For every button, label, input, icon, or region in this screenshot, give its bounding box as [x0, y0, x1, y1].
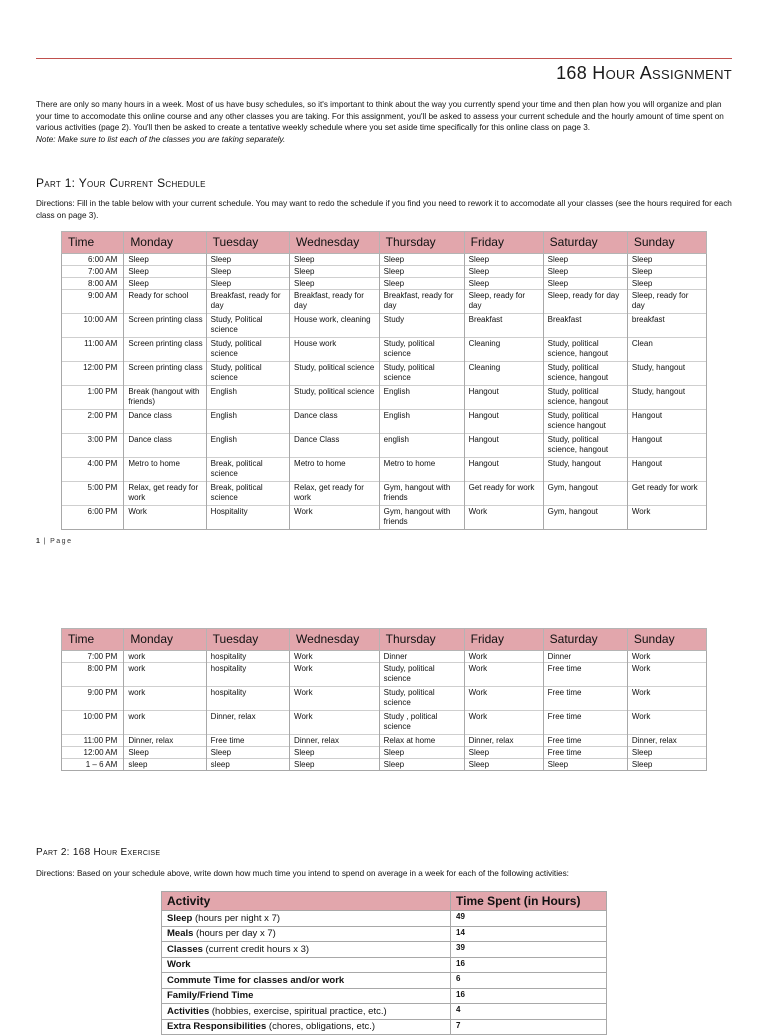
- schedule-cell: Get ready for work: [464, 482, 543, 506]
- schedule-cell: Work: [627, 651, 706, 663]
- schedule-cell: Hangout: [627, 434, 706, 458]
- schedule-cell: Sleep: [290, 759, 380, 771]
- part1-heading: Part 1: Your Current Schedule: [36, 176, 206, 190]
- activity-name-cell: [162, 911, 451, 927]
- schedule-cell: Dinner: [543, 651, 627, 663]
- schedule-cell: Sleep: [290, 747, 380, 759]
- schedule-cell: Dinner, relax: [627, 735, 706, 747]
- schedule-cell: Free time: [543, 663, 627, 687]
- schedule-cell: Sleep: [206, 254, 289, 266]
- time-cell: 4:00 PM: [62, 458, 124, 482]
- table-row: [62, 735, 707, 747]
- schedule-cell: Gym, hangout: [543, 482, 627, 506]
- time-cell: 1:00 PM: [62, 386, 124, 410]
- schedule-table-1: [61, 231, 707, 530]
- schedule-cell: sleep: [124, 759, 206, 771]
- activity-row: [162, 1004, 607, 1020]
- schedule-cell: Study, Political science: [206, 314, 289, 338]
- schedule-cell: Hangout: [464, 386, 543, 410]
- schedule-cell: Dinner, relax: [124, 735, 206, 747]
- header-rule: [36, 58, 732, 59]
- schedule-cell: Sleep: [543, 266, 627, 278]
- activity-name-cell: [162, 973, 451, 989]
- table-row: [62, 362, 707, 386]
- page-label: Page: [50, 538, 73, 545]
- time-cell: 8:00 PM: [62, 663, 124, 687]
- time-cell: 6:00 AM: [62, 254, 124, 266]
- schedule-cell: Sleep: [627, 759, 706, 771]
- activity-name: Activities: [167, 1005, 210, 1017]
- schedule-cell: Clean: [627, 338, 706, 362]
- document-title: 168 Hour Assignment: [556, 63, 732, 83]
- schedule-cell: Sleep: [464, 747, 543, 759]
- column-header: Friday: [464, 232, 543, 254]
- schedule-cell: Sleep: [206, 747, 289, 759]
- column-header: Thursday: [379, 629, 464, 651]
- table-row: [62, 254, 707, 266]
- activity-detail: (current credit hours x 3): [202, 943, 310, 955]
- table-row: [62, 711, 707, 735]
- schedule-cell: Free time: [543, 735, 627, 747]
- activity-row: [162, 1019, 607, 1035]
- schedule-cell: Study, political science, hangout: [543, 362, 627, 386]
- schedule-cell: Work: [627, 711, 706, 735]
- page-number: 1: [36, 538, 40, 545]
- schedule-cell: Sleep: [379, 266, 464, 278]
- schedule-cell: hospitality: [206, 687, 289, 711]
- schedule-cell: Study, political science, hangout: [543, 386, 627, 410]
- schedule-table-2: [61, 628, 707, 771]
- schedule-cell: Hangout: [627, 410, 706, 434]
- activity-row: [162, 942, 607, 958]
- schedule-cell: Study, political science: [290, 362, 380, 386]
- part1-directions: Directions: Fill in the table below with your current schedule. You may want to redo the schedule if you find you need to rework it to accomodate all your classes (see the hours required for each class on page 3).: [36, 199, 732, 220]
- table-row: [62, 290, 707, 314]
- table-row: [62, 386, 707, 410]
- schedule-cell: Sleep: [124, 747, 206, 759]
- intro-paragraph: There are only so many hours in a week. Most of us have busy schedules, so it's important to think about the way you currently spend your time and then plan how you will organize and plan your time to accomodate this online course and any other classes you are taking. For this assignment, you'll be asked to assess your current schedule and the hourly amount of time spent on various activities (page 2). You'll then be asked to create a tentative weekly schedule where you set aside time specifically for this online class on page 3.: [36, 100, 724, 133]
- column-header: Monday: [124, 629, 206, 651]
- activity-name-cell: [162, 942, 451, 958]
- hours-cell: 6: [451, 973, 607, 989]
- schedule-cell: Dinner, relax: [464, 735, 543, 747]
- schedule-cell: Cleaning: [464, 338, 543, 362]
- schedule-cell: breakfast: [627, 314, 706, 338]
- time-cell: 6:00 PM: [62, 506, 124, 530]
- column-header: Saturday: [543, 629, 627, 651]
- schedule-cell: Metro to home: [124, 458, 206, 482]
- schedule-cell: Hangout: [464, 410, 543, 434]
- schedule-cell: Dinner, relax: [206, 711, 289, 735]
- schedule-cell: Sleep, ready for day: [464, 290, 543, 314]
- time-cell: 10:00 PM: [62, 711, 124, 735]
- schedule-cell: Study, political science: [379, 362, 464, 386]
- schedule-cell: Sleep: [627, 747, 706, 759]
- schedule-cell: Hospitality: [206, 506, 289, 530]
- table-row: [62, 482, 707, 506]
- schedule-cell: English: [206, 386, 289, 410]
- hours-cell: 4: [451, 1004, 607, 1020]
- column-header: Sunday: [627, 232, 706, 254]
- table-row: [62, 338, 707, 362]
- schedule-cell: House work, cleaning: [290, 314, 380, 338]
- schedule-cell: Study, political science, hangout: [543, 338, 627, 362]
- schedule-cell: Dance class: [124, 434, 206, 458]
- schedule-cell: Sleep: [627, 254, 706, 266]
- column-header: Friday: [464, 629, 543, 651]
- table-row: [62, 434, 707, 458]
- schedule-cell: Sleep: [290, 266, 380, 278]
- schedule-cell: Sleep: [543, 254, 627, 266]
- table-row: [62, 278, 707, 290]
- column-header: Wednesday: [290, 232, 380, 254]
- schedule-cell: English: [206, 410, 289, 434]
- activity-column-header: Time Spent (in Hours): [451, 892, 607, 911]
- table-row: [62, 458, 707, 482]
- schedule-cell: Hangout: [627, 458, 706, 482]
- schedule-cell: English: [379, 386, 464, 410]
- column-header: Saturday: [543, 232, 627, 254]
- time-cell: 10:00 AM: [62, 314, 124, 338]
- schedule-cell: Work: [627, 663, 706, 687]
- schedule-cell: Relax at home: [379, 735, 464, 747]
- schedule-cell: Relax, get ready for work: [290, 482, 380, 506]
- activity-name: Classes: [167, 943, 203, 955]
- schedule-cell: Work: [290, 687, 380, 711]
- schedule-cell: Work: [627, 687, 706, 711]
- activity-row: [162, 988, 607, 1004]
- activity-name: Sleep: [167, 912, 193, 924]
- table-row: [62, 747, 707, 759]
- schedule-cell: Hangout: [464, 458, 543, 482]
- schedule-cell: Breakfast, ready for day: [206, 290, 289, 314]
- schedule-cell: Work: [464, 506, 543, 530]
- schedule-cell: Work: [124, 506, 206, 530]
- schedule-cell: Get ready for work: [627, 482, 706, 506]
- schedule-cell: Sleep: [627, 266, 706, 278]
- schedule-cell: Study, political science: [379, 338, 464, 362]
- schedule-cell: Work: [290, 711, 380, 735]
- time-cell: 3:00 PM: [62, 434, 124, 458]
- schedule-cell: Sleep: [290, 254, 380, 266]
- schedule-cell: Study, political science: [290, 386, 380, 410]
- table-row: [62, 506, 707, 530]
- activity-detail: (hours per night x 7): [192, 912, 281, 924]
- schedule-cell: Study, hangout: [627, 386, 706, 410]
- schedule-cell: Breakfast, ready for day: [290, 290, 380, 314]
- schedule-cell: Study, hangout: [627, 362, 706, 386]
- schedule-cell: Work: [290, 663, 380, 687]
- time-cell: 11:00 AM: [62, 338, 124, 362]
- hours-cell: 16: [451, 988, 607, 1004]
- activity-name-cell: [162, 957, 451, 973]
- schedule-cell: Dinner: [379, 651, 464, 663]
- activity-name: Family/Friend Time: [167, 990, 254, 1002]
- schedule-cell: Relax, get ready for work: [124, 482, 206, 506]
- schedule-cell: Study, political science, hangout: [543, 434, 627, 458]
- schedule-cell: sleep: [206, 759, 289, 771]
- part2-heading: Part 2: 168 Hour Exercise: [36, 847, 161, 858]
- time-cell: 5:00 PM: [62, 482, 124, 506]
- schedule-cell: Screen printing class: [124, 362, 206, 386]
- schedule-cell: Study, political science: [379, 687, 464, 711]
- schedule-cell: hospitality: [206, 651, 289, 663]
- hours-cell: 16: [451, 957, 607, 973]
- hours-cell: 7: [451, 1019, 607, 1035]
- schedule-cell: Gym, hangout: [543, 506, 627, 530]
- schedule-cell: Free time: [543, 747, 627, 759]
- time-cell: 2:00 PM: [62, 410, 124, 434]
- schedule-cell: Work: [464, 711, 543, 735]
- schedule-cell: Dance class: [124, 410, 206, 434]
- schedule-cell: Screen printing class: [124, 338, 206, 362]
- activity-name-cell: [162, 1004, 451, 1020]
- intro-text: [36, 99, 736, 145]
- schedule-cell: Break, political science: [206, 482, 289, 506]
- column-header: Wednesday: [290, 629, 380, 651]
- schedule-cell: Study: [379, 314, 464, 338]
- schedule-cell: Sleep: [379, 759, 464, 771]
- time-cell: 11:00 PM: [62, 735, 124, 747]
- time-cell: 12:00 AM: [62, 747, 124, 759]
- activity-name-cell: [162, 926, 451, 942]
- time-cell: 1 – 6 AM: [62, 759, 124, 771]
- schedule-cell: Free time: [206, 735, 289, 747]
- time-cell: 9:00 AM: [62, 290, 124, 314]
- activity-row: [162, 926, 607, 942]
- schedule-cell: Sleep: [464, 266, 543, 278]
- table-row: [62, 410, 707, 434]
- activity-table: [161, 891, 607, 1035]
- column-header: Monday: [124, 232, 206, 254]
- schedule-cell: Sleep: [124, 266, 206, 278]
- schedule-cell: Breakfast, ready for day: [379, 290, 464, 314]
- schedule-cell: Hangout: [464, 434, 543, 458]
- schedule-cell: Study, political science: [206, 362, 289, 386]
- schedule-cell: Sleep: [543, 759, 627, 771]
- schedule-cell: Dance class: [290, 410, 380, 434]
- time-cell: 7:00 AM: [62, 266, 124, 278]
- schedule-cell: Sleep: [379, 254, 464, 266]
- schedule-cell: Sleep: [124, 278, 206, 290]
- schedule-cell: Work: [627, 506, 706, 530]
- activity-name: Meals: [167, 928, 194, 940]
- schedule-cell: Sleep: [627, 278, 706, 290]
- schedule-cell: hospitality: [206, 663, 289, 687]
- table-row: [62, 687, 707, 711]
- activity-column-header: Activity: [162, 892, 451, 911]
- schedule-cell: Study, political science: [379, 663, 464, 687]
- column-header: Thursday: [379, 232, 464, 254]
- schedule-cell: Metro to home: [290, 458, 380, 482]
- time-cell: 9:00 PM: [62, 687, 124, 711]
- schedule-cell: Sleep, ready for day: [543, 290, 627, 314]
- schedule-cell: Sleep: [464, 278, 543, 290]
- activity-detail: (hobbies, exercise, spiritual practice, etc.): [209, 1005, 387, 1017]
- hours-cell: 39: [451, 942, 607, 958]
- schedule-cell: Sleep: [379, 747, 464, 759]
- activity-name: Commute Time for classes and/or work: [167, 974, 345, 986]
- schedule-cell: Ready for school: [124, 290, 206, 314]
- schedule-cell: Study , political science: [379, 711, 464, 735]
- schedule-cell: Sleep: [206, 278, 289, 290]
- schedule-cell: Study, hangout: [543, 458, 627, 482]
- time-cell: 8:00 AM: [62, 278, 124, 290]
- schedule-cell: English: [206, 434, 289, 458]
- column-header: Time: [62, 232, 124, 254]
- schedule-cell: Breakfast: [543, 314, 627, 338]
- schedule-cell: work: [124, 663, 206, 687]
- schedule-cell: english: [379, 434, 464, 458]
- activity-row: [162, 911, 607, 927]
- schedule-cell: Sleep: [124, 254, 206, 266]
- schedule-cell: Screen printing class: [124, 314, 206, 338]
- schedule-cell: Sleep, ready for day: [627, 290, 706, 314]
- schedule-cell: work: [124, 687, 206, 711]
- time-cell: 7:00 PM: [62, 651, 124, 663]
- activity-name-cell: [162, 988, 451, 1004]
- table-row: [62, 314, 707, 338]
- schedule-cell: Free time: [543, 711, 627, 735]
- schedule-cell: Sleep: [543, 278, 627, 290]
- schedule-cell: Cleaning: [464, 362, 543, 386]
- intro-note: Note: Make sure to list each of the classes you are taking separately.: [36, 134, 286, 144]
- activity-detail: (chores, obligations, etc.): [266, 1021, 376, 1033]
- schedule-cell: work: [124, 711, 206, 735]
- schedule-cell: House work: [290, 338, 380, 362]
- schedule-cell: Sleep: [379, 278, 464, 290]
- schedule-cell: Sleep: [464, 254, 543, 266]
- schedule-cell: Study, political science hangout: [543, 410, 627, 434]
- schedule-cell: Sleep: [290, 278, 380, 290]
- activity-row: [162, 957, 607, 973]
- schedule-cell: Dance Class: [290, 434, 380, 458]
- activity-name: Extra Responsibilities: [167, 1021, 267, 1033]
- column-header: Time: [62, 629, 124, 651]
- activity-name-cell: [162, 1019, 451, 1035]
- hours-cell: 49: [451, 911, 607, 927]
- activity-row: [162, 973, 607, 989]
- page-separator: |: [39, 538, 51, 545]
- schedule-cell: Break, political science: [206, 458, 289, 482]
- schedule-cell: Dinner, relax: [290, 735, 380, 747]
- table-row: [62, 651, 707, 663]
- schedule-cell: Sleep: [464, 759, 543, 771]
- schedule-cell: Gym, hangout with friends: [379, 482, 464, 506]
- time-cell: 12:00 PM: [62, 362, 124, 386]
- table-row: [62, 266, 707, 278]
- schedule-cell: Study, political science: [206, 338, 289, 362]
- part2-directions: Directions: Based on your schedule above, write down how much time you intend to spend on average in a week for each of the following activities:: [36, 869, 569, 878]
- schedule-cell: Work: [290, 506, 380, 530]
- activity-detail: (hours per day x 7): [193, 928, 276, 940]
- schedule-cell: Gym, hangout with friends: [379, 506, 464, 530]
- schedule-cell: work: [124, 651, 206, 663]
- table-row: [62, 663, 707, 687]
- schedule-cell: Break (hangout with friends): [124, 386, 206, 410]
- schedule-cell: Work: [464, 687, 543, 711]
- column-header: Sunday: [627, 629, 706, 651]
- schedule-cell: Free time: [543, 687, 627, 711]
- column-header: Tuesday: [206, 629, 289, 651]
- table-row: [62, 759, 707, 771]
- schedule-cell: Breakfast: [464, 314, 543, 338]
- schedule-cell: Metro to home: [379, 458, 464, 482]
- schedule-cell: English: [379, 410, 464, 434]
- schedule-cell: Work: [464, 663, 543, 687]
- schedule-cell: Sleep: [206, 266, 289, 278]
- schedule-cell: Work: [290, 651, 380, 663]
- page-footer: [36, 538, 72, 545]
- column-header: Tuesday: [206, 232, 289, 254]
- hours-cell: 14: [451, 926, 607, 942]
- activity-name: Work: [167, 959, 191, 971]
- schedule-cell: Work: [464, 651, 543, 663]
